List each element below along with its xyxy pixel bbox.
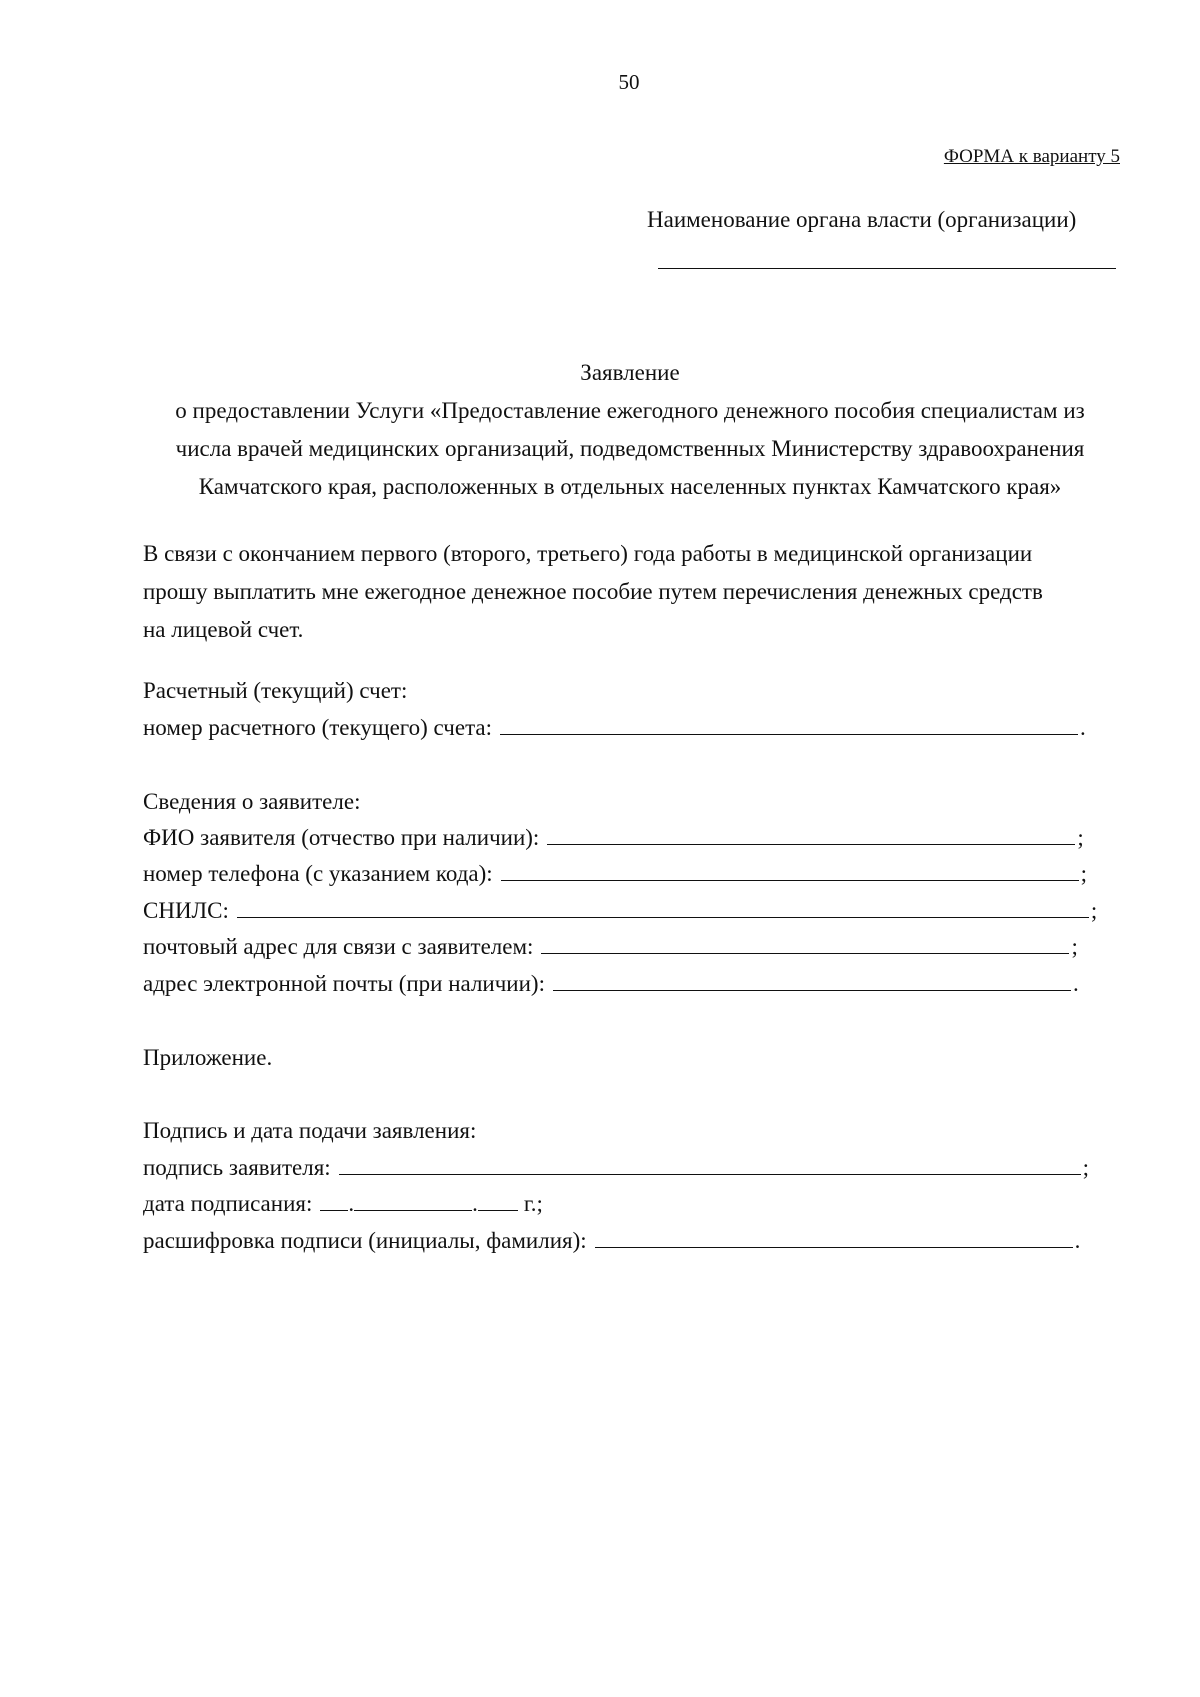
phone-end: ; xyxy=(1080,861,1088,886)
fio-label: ФИО заявителя (отчество при наличии): xyxy=(143,825,540,850)
email-field[interactable] xyxy=(553,989,1071,991)
address-field[interactable] xyxy=(541,952,1069,954)
address-label: почтовый адрес для связи с заявителем: xyxy=(143,934,534,959)
fio-end: ; xyxy=(1077,825,1084,850)
account-number-end: . xyxy=(1080,715,1086,740)
application-title: Заявление xyxy=(580,360,680,385)
date-dot: . xyxy=(348,1191,355,1216)
page-number: 50 xyxy=(618,70,640,94)
address-end: ; xyxy=(1071,934,1078,959)
authority-label: Наименование органа власти (организации) xyxy=(647,207,1077,232)
decoding-label: расшифровка подписи (инициалы, фамилия): xyxy=(143,1228,587,1253)
paragraph-line: на лицевой счет. xyxy=(143,617,304,642)
attachment-label: Приложение. xyxy=(143,1045,273,1070)
signature-decoding-row xyxy=(143,1228,1080,1254)
date-day-field[interactable] xyxy=(320,1209,348,1211)
applicant-address-row xyxy=(143,934,1078,960)
decoding-end: . xyxy=(1074,1228,1081,1253)
fio-field[interactable] xyxy=(547,843,1075,845)
signature-row xyxy=(143,1155,1089,1181)
date-label: дата подписания: xyxy=(143,1191,313,1216)
applicant-fio-row xyxy=(143,825,1084,851)
account-heading: Расчетный (текущий) счет: xyxy=(143,678,408,703)
signature-label: подпись заявителя: xyxy=(143,1155,331,1180)
signature-end: ; xyxy=(1082,1155,1090,1180)
form-reference: ФОРМА к варианту 5 xyxy=(943,146,1120,167)
decoding-field[interactable] xyxy=(595,1246,1073,1248)
applicant-snils-row xyxy=(143,898,1097,924)
snils-end: ; xyxy=(1090,898,1098,923)
phone-label: номер телефона (с указанием кода): xyxy=(143,861,493,886)
account-number-label: номер расчетного (текущего) счета: xyxy=(143,715,492,740)
title-line: о предоставлении Услуги «Предоставление ежегодного денежного пособия специалистам из xyxy=(175,398,1085,423)
request-paragraph xyxy=(143,535,1043,649)
signature-field[interactable] xyxy=(339,1173,1081,1175)
email-end: . xyxy=(1072,971,1079,996)
date-dot: . xyxy=(472,1191,478,1216)
date-month-field[interactable] xyxy=(354,1209,472,1211)
paragraph-line: прошу выплатить мне ежегодное денежное пособие путем перечисления денежных средств xyxy=(143,579,1043,604)
snils-field[interactable] xyxy=(237,916,1089,918)
account-number-field[interactable] xyxy=(500,733,1078,735)
snils-label: СНИЛС: xyxy=(143,898,229,923)
applicant-heading: Сведения о заявителе: xyxy=(143,789,361,814)
applicant-email-row xyxy=(143,971,1079,997)
paragraph-line: В связи с окончанием первого (второго, третьего) года работы в медицинской организации xyxy=(143,541,1033,566)
date-suffix: г.; xyxy=(523,1191,543,1216)
title-line: Камчатского края, расположенных в отдельных населенных пунктах Камчатского края» xyxy=(198,474,1062,499)
signing-date-row xyxy=(143,1191,543,1217)
date-year-field[interactable] xyxy=(478,1209,518,1211)
account-number-row xyxy=(143,715,1086,741)
authority-input-line[interactable] xyxy=(658,268,1116,269)
title-line: числа врачей медицинских организаций, подведомственных Министерству здравоохранения xyxy=(175,436,1085,461)
application-title-block xyxy=(130,354,1130,506)
applicant-phone-row xyxy=(143,861,1087,887)
phone-field[interactable] xyxy=(501,879,1079,881)
email-label: адрес электронной почты (при наличии): xyxy=(143,971,545,996)
signature-heading: Подпись и дата подачи заявления: xyxy=(143,1118,477,1143)
